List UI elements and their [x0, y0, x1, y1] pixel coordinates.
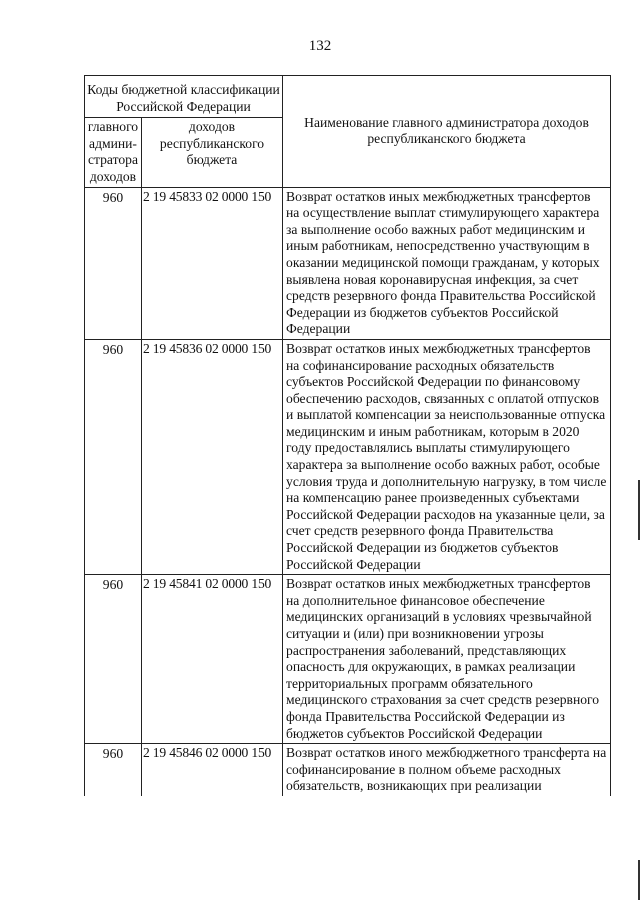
table-row: [85, 744, 611, 796]
table-header: [85, 76, 611, 188]
income-name-cell: Возврат остатков иного межбюджетного трансферта на софинансирование в полном объеме расходных обязательств, возникающих при реализации: [283, 744, 611, 796]
income-code-cell: 2 19 45836 02 0000 150: [142, 339, 283, 574]
table-row: [85, 339, 611, 574]
administrator-name-header: Наименование главного администратора доходов республиканского бюджета: [283, 76, 611, 188]
table-body: [85, 187, 611, 796]
income-code-cell: 2 19 45841 02 0000 150: [142, 575, 283, 744]
income-name-cell: Возврат остатков иных межбюджетных трансфертов на софинансирование расходных обязательств субъектов Российской Федерации по финансовому обеспечению расходов, связанных с оплатой отпусков и выплатой компенсации за неиспользованные отпуска медицинским и иным работникам, которым в 2020 году предоставлялись выплаты стимулирующего характера за выполнение особо важных работ, особые условия труда и дополнительную нагрузку, в том числе на компенсацию ранее произведенных субъектами Российской Федерации расходов на указанные цели, за счет средств резервного фонда Правительства Российской Федерации из бюджетов субъектов Российской Федерации: [283, 339, 611, 574]
income-name-cell: Возврат остатков иных межбюджетных трансфертов на дополнительное финансовое обеспечение медицинских организаций в условиях чрезвычайной ситуации и (или) при возникновении угрозы распространения заболеваний, представляющих опасность для окружающих, в рамках реализации территориальных программ обязательного медицинского страхования за счет средств резервного фонда Правительства Российской Федерации из бюджетов субъектов Российской Федерации: [283, 575, 611, 744]
header-row-top: [85, 76, 611, 118]
republican-budget-income-code-header: доходов республиканского бюджета: [142, 118, 283, 187]
admin-code-cell: 960: [85, 187, 142, 339]
admin-code-cell: 960: [85, 575, 142, 744]
budget-classification-codes-header: Коды бюджетной классификации Российской Федерации: [85, 76, 283, 118]
table-row: [85, 187, 611, 339]
main-administrator-code-header: главного админи-стратора доходов: [85, 118, 142, 187]
income-name-cell: Возврат остатков иных межбюджетных трансфертов на осуществление выплат стимулирующего характера за выполнение особо важных работ медицинским и иным работникам, непосредственно участвующим в оказании медицинской помощи гражданам, у которых выявлена новая коронавирусная инфекция, за счет средств резервного фонда Правительства Российской Федерации из бюджетов субъектов Российской Федерации: [283, 187, 611, 339]
income-code-cell: 2 19 45833 02 0000 150: [142, 187, 283, 339]
budget-codes-table: [84, 75, 611, 796]
income-code-cell: 2 19 45846 02 0000 150: [142, 744, 283, 796]
page-number: 132: [308, 38, 332, 54]
table-row: [85, 575, 611, 744]
admin-code-cell: 960: [85, 744, 142, 796]
admin-code-cell: 960: [85, 339, 142, 574]
